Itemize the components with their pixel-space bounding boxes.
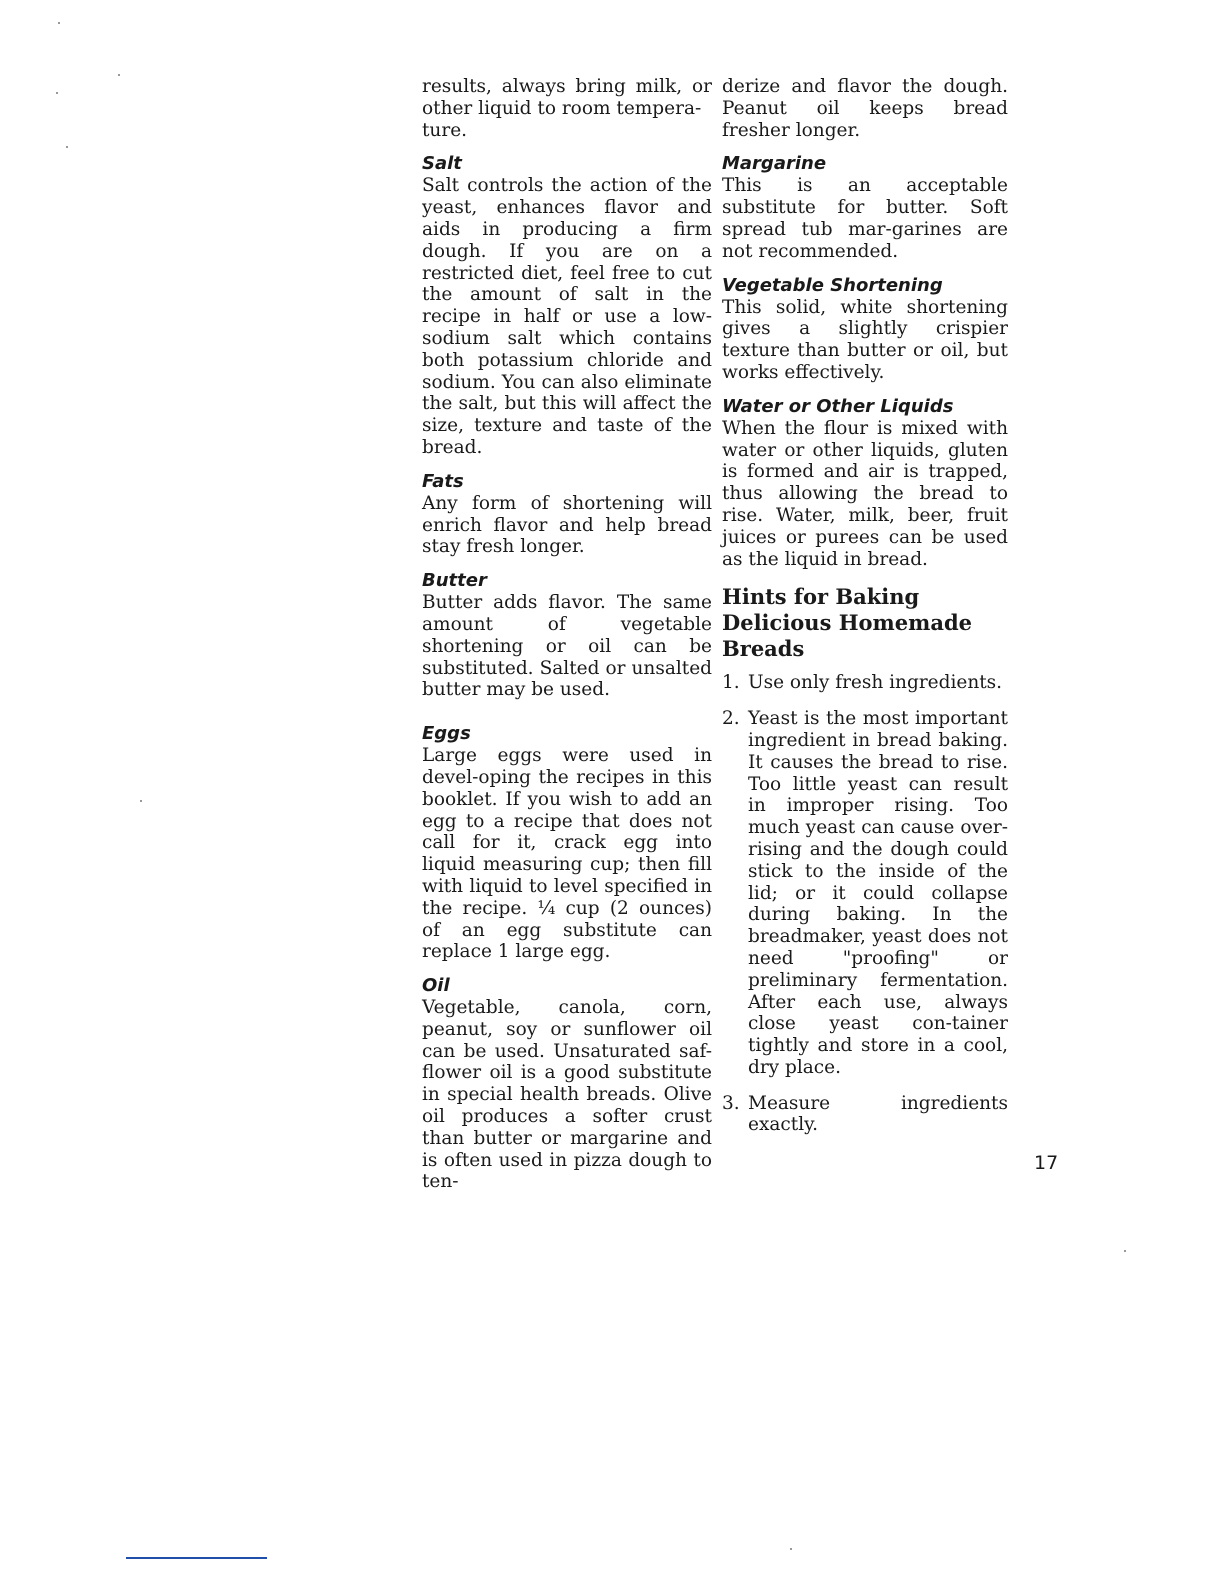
section-body: Any form of shortening will enrich flavor and help bread stay fresh longer. [422, 492, 712, 558]
right-column [722, 76, 1008, 1150]
scan-speck [790, 1548, 792, 1550]
scan-speck [118, 74, 120, 76]
section-title: Vegetable Shortening [722, 274, 943, 296]
intro-paragraph: derize and flavor the dough. Peanut oil keeps bread fresher longer. [722, 76, 1008, 141]
scan-speck [58, 22, 60, 24]
section-title: Margarine [722, 153, 827, 175]
scan-speck [56, 92, 58, 94]
section-title: Oil [422, 975, 450, 997]
list-number: 1. [722, 672, 740, 694]
section-title: Water or Other Liquids [722, 395, 954, 417]
section-body: When the flour is mixed with water or other liquids, gluten is formed and air is trapped, thus allowing the bread to rise. Water, milk, beer, fruit juices or purees can be used as the liquid in bread. [722, 417, 1008, 570]
list-item [722, 708, 1008, 1079]
section-butter [422, 570, 712, 701]
hints-list [722, 672, 1008, 1136]
section-eggs [422, 723, 712, 963]
list-text: Yeast is the most important ingredient in bread baking. It causes the bread to rise. Too little yeast can result in improper rising. Too much yeast can cause over-rising and the dough could stick to the inside of the lid; or it could collapse during baking. In the breadmaker, yeast does not need "proofing" or preliminary fermentation. After each use, always close yeast con-tainer tightly and store in a cool, dry place. [748, 708, 1008, 1078]
list-text: Use only fresh ingredients. [748, 672, 1003, 694]
list-item [722, 1093, 1008, 1137]
scan-speck [66, 146, 68, 148]
section-body: Salt controls the action of the yeast, enhances flavor and aids in producing a firm dough. If you are on a restricted diet, feel free to cut the amount of salt in the recipe in half or use a low-sodium salt which contains both potassium chloride and sodium. You can also eliminate the salt, but this will affect the size, texture and taste of the bread. [422, 175, 712, 458]
intro-paragraph: results, always bring milk, or other liquid to room tempera- ture. [422, 76, 712, 141]
section-margarine [722, 153, 1008, 262]
section-body: Vegetable, canola, corn, peanut, soy or sunflower oil can be used. Unsaturated saf-flower oil is a good substitute in special health breads. Olive oil produces a softer crust than butter or margarine and is often used in pizza dough to ten- [422, 997, 712, 1193]
list-item [722, 672, 1008, 694]
section-body: This is an acceptable substitute for butter. Soft spread tub mar-garines are not recommended. [722, 175, 1008, 262]
section-body: This solid, white shortening gives a slightly crispier texture than butter or oil, but works effectively. [722, 296, 1008, 383]
list-number: 3. [722, 1092, 740, 1114]
hints-heading: Hints for Baking Delicious Homemade Breads [722, 584, 973, 662]
left-column [422, 76, 712, 1193]
section-water-liquids [722, 396, 1008, 571]
section-salt [422, 153, 712, 458]
page-number: 17 [1034, 1152, 1059, 1174]
list-number: 2. [722, 708, 740, 730]
footer-rule [126, 1557, 267, 1559]
scan-speck [140, 800, 142, 802]
section-vegetable-shortening [722, 275, 1008, 384]
section-title: Butter [422, 570, 487, 592]
section-oil [422, 975, 712, 1193]
scan-speck [1124, 1250, 1126, 1252]
section-title: Eggs [422, 723, 471, 745]
section-body: Large eggs were used in devel-oping the recipes in this booklet. If you wish to add an egg to a recipe that does not call for it, crack egg into liquid measuring cup; then fill with liquid to level specified in the recipe. ¼ cup (2 ounces) of an egg substitute can replace 1 large egg. [422, 745, 712, 963]
section-body: Butter adds flavor. The same amount of vegetable shortening or oil can be substituted. Salted or unsalted butter may be used. [422, 592, 712, 701]
section-fats [422, 471, 712, 558]
list-text: Measure ingredients exactly. [748, 1092, 1008, 1136]
section-title: Salt [422, 153, 462, 175]
section-title: Fats [422, 470, 464, 492]
